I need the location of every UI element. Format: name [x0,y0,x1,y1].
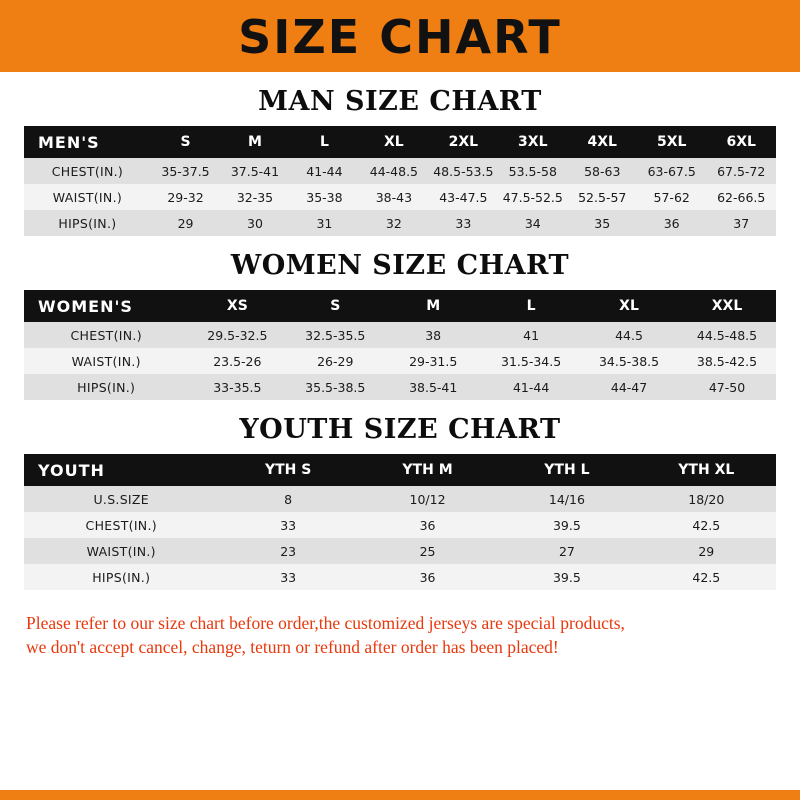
cell: 34 [498,210,567,236]
cell: 37 [706,210,776,236]
header-cell-6xl: 6XL [706,126,776,158]
table-row [24,348,776,374]
cell: 39.5 [497,512,636,538]
page-title: SIZE CHART [238,10,562,64]
cell: 31.5-34.5 [482,348,580,374]
table-row [24,322,776,348]
header-cell-label: YOUTH [24,454,218,486]
cell: 36 [358,564,497,590]
header-cell-3xl: 3XL [498,126,567,158]
women-table-head [24,290,776,322]
youth-table-body [24,486,776,590]
cell: 41-44 [290,158,359,184]
cell: 29.5-32.5 [188,322,286,348]
header-cell-yth-l: YTH L [497,454,636,486]
row-label-us-size: U.S.SIZE [24,486,218,512]
header-cell-4xl: 4XL [568,126,637,158]
cell: 14/16 [497,486,636,512]
cell: 41 [482,322,580,348]
header-cell-xs: XS [188,290,286,322]
cell: 57-62 [637,184,706,210]
section-man [24,86,776,236]
table-row [24,210,776,236]
table-row [24,538,776,564]
cell: 29 [637,538,776,564]
header-cell-5xl: 5XL [637,126,706,158]
cell: 35-38 [290,184,359,210]
table-header-row [24,454,776,486]
footer-note-line-1: Please refer to our size chart before order,the customized jerseys are special products, [26,613,625,633]
table-header-row [24,126,776,158]
cell: 58-63 [568,158,637,184]
cell: 32-35 [220,184,289,210]
cell: 25 [358,538,497,564]
cell: 26-29 [286,348,384,374]
header-cell-l: L [482,290,580,322]
cell: 43-47.5 [429,184,498,210]
header-cell-xl: XL [580,290,678,322]
row-label-chest: CHEST(IN.) [24,512,218,538]
row-label-waist: WAIST(IN.) [24,538,218,564]
section-women [24,250,776,400]
cell: 33 [218,512,357,538]
page-banner [0,0,800,72]
youth-size-table [24,454,776,590]
cell: 44-47 [580,374,678,400]
cell: 62-66.5 [706,184,776,210]
cell: 34.5-38.5 [580,348,678,374]
cell: 35 [568,210,637,236]
table-row [24,486,776,512]
header-cell-xl: XL [359,126,428,158]
cell: 44.5 [580,322,678,348]
footer-note [0,604,800,659]
cell: 36 [637,210,706,236]
man-size-table [24,126,776,236]
table-header-row [24,290,776,322]
row-label-hips: HIPS(IN.) [24,210,151,236]
man-table-head [24,126,776,158]
cell: 31 [290,210,359,236]
cell: 38.5-41 [384,374,482,400]
cell: 38 [384,322,482,348]
header-cell-label: WOMEN'S [24,290,188,322]
bottom-accent-bar [0,790,800,800]
cell: 39.5 [497,564,636,590]
cell: 18/20 [637,486,776,512]
cell: 29-32 [151,184,220,210]
cell: 42.5 [637,512,776,538]
cell: 67.5-72 [706,158,776,184]
table-row [24,564,776,590]
cell: 37.5-41 [220,158,289,184]
cell: 32 [359,210,428,236]
cell: 53.5-58 [498,158,567,184]
cell: 38-43 [359,184,428,210]
cell: 35-37.5 [151,158,220,184]
header-cell-m: M [384,290,482,322]
table-row [24,374,776,400]
charts-container [0,86,800,590]
header-cell-l: L [290,126,359,158]
cell: 23.5-26 [188,348,286,374]
section-title-youth: YOUTH SIZE CHART [239,414,561,445]
section-youth [24,414,776,590]
cell: 27 [497,538,636,564]
footer-note-line-2: we don't accept cancel, change, teturn or refund after order has been placed! [26,636,559,657]
row-label-chest: CHEST(IN.) [24,158,151,184]
cell: 41-44 [482,374,580,400]
cell: 23 [218,538,357,564]
cell: 38.5-42.5 [678,348,776,374]
cell: 52.5-57 [568,184,637,210]
header-cell-label: MEN'S [24,126,151,158]
row-label-hips: HIPS(IN.) [24,564,218,590]
section-title-man: MAN SIZE CHART [258,86,542,117]
women-size-table [24,290,776,400]
section-title-women: WOMEN SIZE CHART [230,250,570,281]
man-table-body [24,158,776,236]
cell: 44.5-48.5 [678,322,776,348]
table-row [24,158,776,184]
cell: 42.5 [637,564,776,590]
cell: 30 [220,210,289,236]
cell: 63-67.5 [637,158,706,184]
cell: 29 [151,210,220,236]
row-label-hips: HIPS(IN.) [24,374,188,400]
youth-table-head [24,454,776,486]
cell: 10/12 [358,486,497,512]
table-row [24,184,776,210]
cell: 47-50 [678,374,776,400]
cell: 47.5-52.5 [498,184,567,210]
row-label-chest: CHEST(IN.) [24,322,188,348]
cell: 29-31.5 [384,348,482,374]
cell: 32.5-35.5 [286,322,384,348]
header-cell-yth-xl: YTH XL [637,454,776,486]
women-table-body [24,322,776,400]
cell: 44-48.5 [359,158,428,184]
header-cell-s: S [151,126,220,158]
cell: 33 [218,564,357,590]
row-label-waist: WAIST(IN.) [24,184,151,210]
cell: 33-35.5 [188,374,286,400]
table-row [24,512,776,538]
cell: 8 [218,486,357,512]
header-cell-yth-m: YTH M [358,454,497,486]
cell: 33 [429,210,498,236]
header-cell-2xl: 2XL [429,126,498,158]
cell: 48.5-53.5 [429,158,498,184]
header-cell-m: M [220,126,289,158]
header-cell-xxl: XXL [678,290,776,322]
header-cell-s: S [286,290,384,322]
cell: 36 [358,512,497,538]
header-cell-yth-s: YTH S [218,454,357,486]
cell: 35.5-38.5 [286,374,384,400]
row-label-waist: WAIST(IN.) [24,348,188,374]
